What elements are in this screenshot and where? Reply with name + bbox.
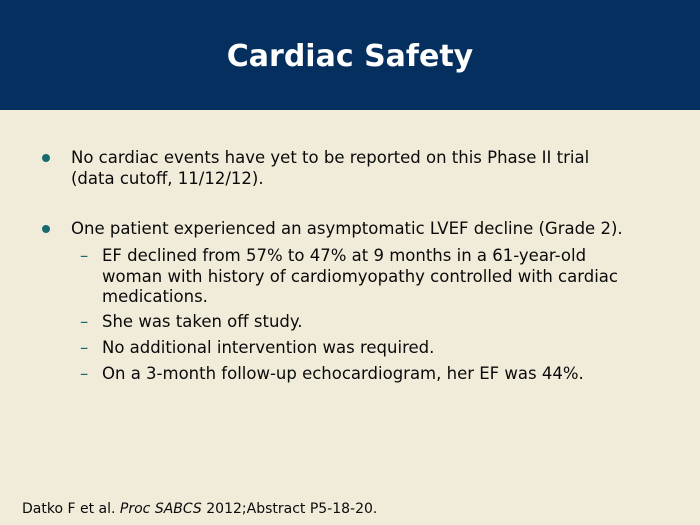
citation-author: Datko F et al. [22,501,116,517]
subbullet-1-line-2: woman with history of cardiomyopathy controlled with cardiac [102,267,618,286]
bullet-dot [42,154,50,162]
slide-title: Cardiac Safety [226,39,474,74]
subbullet-1-line-1: EF declined from 57% to 47% at 9 months in a 61-year-old [102,246,587,265]
bullet-1-line-2: (data cutoff, 11/12/12). [71,169,264,188]
citation-journal: Proc SABCS [119,501,202,517]
subbullet-2-line-1: She was taken off study. [102,312,303,331]
subbullet-dash: – [80,338,89,357]
subbullet-dash: – [80,246,89,265]
subbullet-1-line-3: medications. [102,287,208,306]
citation-details: 2012;Abstract P5-18-20. [206,501,378,517]
subbullet-3-line-1: No additional intervention was required. [102,338,435,357]
bullet-2-line-1: One patient experienced an asymptomatic LVEF decline (Grade 2). [71,219,623,238]
bullet-1-line-1: No cardiac events have yet to be reported on this Phase II trial [71,148,590,167]
subbullet-dash: – [80,364,89,383]
citation-footer [22,499,377,519]
bullet-dot [42,225,50,233]
subbullet-4-line-1: On a 3-month follow-up echocardiogram, her EF was 44%. [102,364,584,383]
subbullet-dash: – [80,312,89,331]
